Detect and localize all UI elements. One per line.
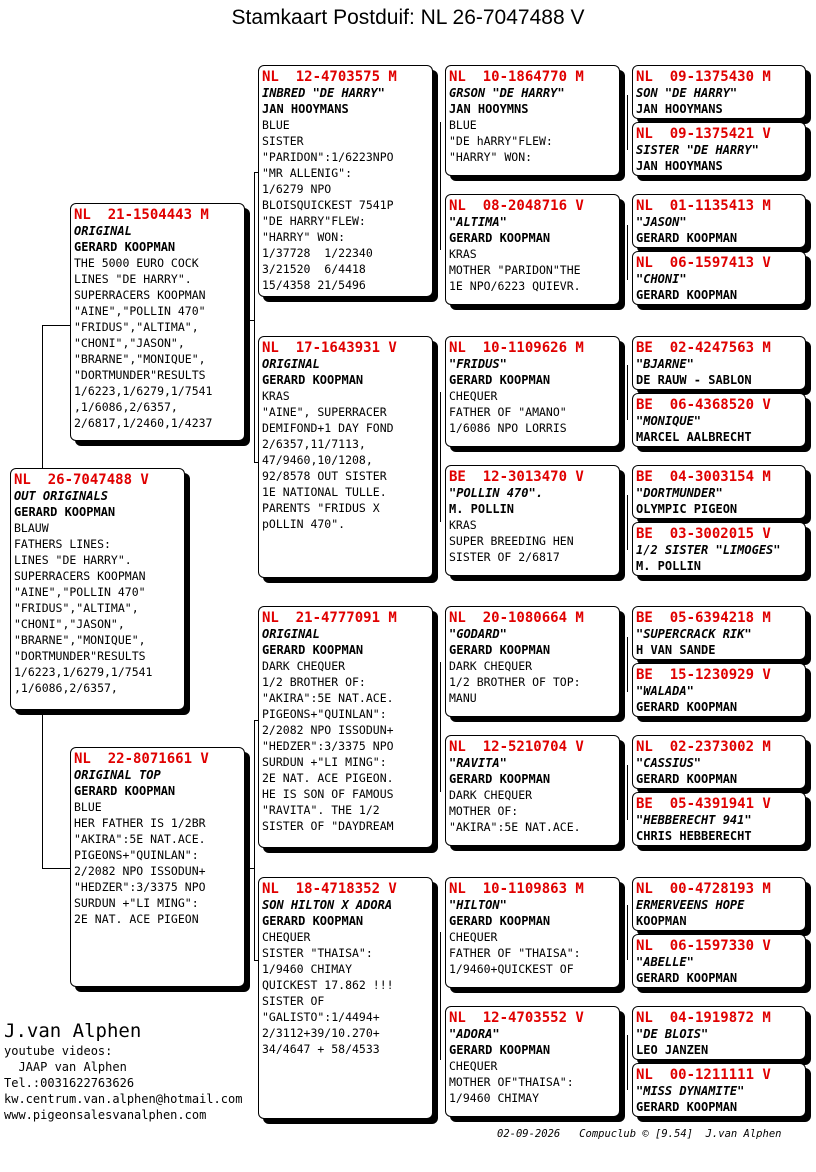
breeder-name: M. POLLIN [449, 502, 515, 516]
pigeon-color: DARK CHEQUER [262, 659, 346, 673]
ring-number: BE 12-3013470 V [449, 469, 584, 485]
pedigree-note: 2/3112+39/10.270+ [262, 1026, 380, 1040]
footer-text: 02-09-2026 Compuclub © [9.54] J.van Alphen [497, 1128, 782, 1140]
breeder-name: GERARD KOOPMAN [262, 643, 364, 657]
pedigree-note: "HEDZER":3/3375 NPO [74, 880, 206, 894]
pigeon-color: CHEQUER [262, 930, 311, 944]
breeder-name: KOOPMAN [636, 914, 687, 928]
ring-number: NL 20-1080664 M [449, 610, 584, 626]
pigeon-name: "ABELLE" [636, 955, 694, 969]
ring-number: NL 04-1919872 M [636, 1010, 771, 1026]
pigeon-card-father [70, 203, 245, 441]
breeder-name: JAN HOOYMANS [262, 102, 349, 116]
pigeon-name: ORIGINAL [74, 224, 132, 238]
ring-number: NL 01-1135413 M [636, 198, 771, 214]
breeder-name: GERARD KOOPMAN [74, 240, 176, 254]
pigeon-name: ORIGINAL TOP [74, 768, 161, 782]
contact-phone: Tel.:0031622763626 [4, 1076, 135, 1090]
breeder-name: MARCEL AALBRECHT [636, 430, 752, 444]
pedigree-note: "GALISTO":1/4494+ [262, 1010, 380, 1024]
connector-line [627, 95, 628, 150]
pigeon-name: "DORTMUNDER" [636, 486, 723, 500]
pedigree-note: MANU [449, 691, 477, 705]
connector-line [627, 225, 628, 280]
breeder-name: GERARD KOOPMAN [14, 505, 116, 519]
pigeon-name: "ALTIMA" [449, 215, 507, 229]
ring-number: BE 03-3002015 V [636, 526, 771, 542]
ring-number: NL 22-8071661 V [74, 751, 209, 767]
breeder-name: GERARD KOOPMAN [449, 772, 551, 786]
breeder-name: GERARD KOOPMAN [449, 643, 551, 657]
pigeon-card-mmf [445, 877, 620, 988]
pedigree-note: MOTHER "PARIDON"THE [449, 263, 581, 277]
ring-number: NL 06-1597413 V [636, 255, 771, 271]
pigeon-card-g8 [632, 522, 806, 576]
pigeon-card-g5 [632, 336, 806, 390]
pedigree-note: FATHER OF "AMANO" [449, 405, 567, 419]
pigeon-card-g9 [632, 606, 806, 660]
ring-number: NL 18-4718352 V [262, 881, 397, 897]
pedigree-note: "BRARNE","MONIQUE", [14, 633, 146, 647]
pedigree-note: HE IS SON OF FAMOUS [262, 787, 394, 801]
pedigree-note: SISTER [262, 134, 304, 148]
pedigree-note: "BRARNE","MONIQUE", [74, 352, 206, 366]
pigeon-name: ORIGINAL [262, 357, 320, 371]
ring-number: NL 00-4728193 M [636, 881, 771, 897]
connector-line [244, 868, 254, 869]
pigeon-name: SON "DE HARRY" [636, 86, 738, 100]
pigeon-name: "BJARNE" [636, 357, 694, 371]
ring-number: BE 05-6394218 M [636, 610, 771, 626]
pedigree-note: 1E NPO/6223 QUIEVR. [449, 279, 581, 293]
pedigree-note: "RAVITA". THE 1/2 [262, 803, 380, 817]
pigeon-color: DARK CHEQUER [449, 659, 533, 673]
pedigree-note: FATHER OF "THAISA": [449, 946, 581, 960]
pedigree-note: "CHONI","JASON", [74, 336, 185, 350]
ring-number: NL 09-1375421 V [636, 126, 771, 142]
pedigree-note: 1/2 BROTHER OF TOP: [449, 675, 581, 689]
pedigree-note: PIGEONS+"QUINLAN": [262, 707, 387, 721]
ring-number: BE 06-4368520 V [636, 397, 771, 413]
pedigree-note: 2/2082 NPO ISSODUN+ [262, 723, 394, 737]
pedigree-note: SURDUN +"LI MING": [74, 896, 199, 910]
ring-number: NL 12-5210704 V [449, 739, 584, 755]
pigeon-card-g4 [632, 251, 806, 305]
pigeon-color: BLUE [74, 800, 102, 814]
pigeon-name: "SUPERCRACK RIK" [636, 627, 752, 641]
pigeon-card-g14 [632, 934, 806, 988]
breeder-name: H VAN SANDE [636, 643, 716, 657]
pedigree-note: HER FATHER IS 1/2BR [74, 816, 206, 830]
pigeon-card-ff [258, 65, 433, 297]
pigeon-name: ERMERVEENS HOPE [636, 898, 745, 912]
breeder-name: GERARD KOOPMAN [74, 784, 176, 798]
pedigree-note: 47/9460,10/1208, [262, 453, 373, 467]
pigeon-name: "HILTON" [449, 898, 507, 912]
contact-line: JAAP van Alphen [4, 1060, 127, 1074]
pedigree-note: 1/2 BROTHER OF: [262, 675, 366, 689]
pigeon-color: BLUE [449, 118, 477, 132]
pigeon-name: "FRIDUS" [449, 357, 507, 371]
pigeon-name: "GODARD" [449, 627, 507, 641]
connector-line [254, 172, 255, 462]
pedigree-note: "CHONI","JASON", [14, 617, 125, 631]
breeder-name: GERARD KOOPMAN [262, 373, 364, 387]
contact-block [4, 1019, 242, 1123]
pigeon-card-g6 [632, 393, 806, 447]
pigeon-color: CHEQUER [449, 930, 498, 944]
pedigree-note: "HARRY" WON: [449, 150, 533, 164]
pedigree-note: 2/2082 NPO ISSODUN+ [74, 864, 206, 878]
breeder-name: M. POLLIN [636, 559, 702, 573]
connector-line [440, 662, 441, 792]
ring-number: NL 08-2048716 V [449, 198, 584, 214]
pigeon-card-mother [70, 747, 245, 987]
ring-number: BE 02-4247563 M [636, 340, 771, 356]
pigeon-color: KRAS [262, 389, 290, 403]
breeder-name: GERARD KOOPMAN [636, 288, 738, 302]
breeder-name: GERARD KOOPMAN [449, 1043, 551, 1057]
pigeon-name: "DE BLOIS" [636, 1027, 709, 1041]
pigeon-color: THE 5000 EURO COCK [74, 256, 199, 270]
breeder-name: GERARD KOOPMAN [449, 231, 551, 245]
pigeon-name: "MONIQUE" [636, 414, 702, 428]
pigeon-card-mmm [445, 1006, 620, 1117]
pigeon-card-fff [445, 65, 620, 176]
breeder-name: OLYMPIC PIGEON [636, 502, 738, 516]
ring-number: BE 05-4391941 V [636, 796, 771, 812]
pigeon-card-g10 [632, 663, 806, 717]
contact-name: J.van Alphen [4, 1020, 142, 1042]
pigeon-card-fmm [445, 465, 620, 576]
connector-line [42, 710, 43, 868]
breeder-name: GERARD KOOPMAN [636, 1100, 738, 1114]
connector-line [440, 392, 441, 522]
pedigree-note: "FRIDUS","ALTIMA", [14, 601, 139, 615]
pedigree-note: FATHERS LINES: [14, 537, 111, 551]
connector-line [42, 325, 70, 326]
connector-line [627, 905, 628, 960]
contact-website: www.pigeonsalesvanalphen.com [4, 1108, 207, 1122]
pedigree-note: LINES "DE HARRY". [74, 272, 192, 286]
breeder-name: GERARD KOOPMAN [636, 772, 738, 786]
pedigree-note: "AINE","POLLIN 470" [14, 585, 146, 599]
connector-line [42, 868, 70, 869]
pedigree-note: MOTHER OF"THAISA": [449, 1075, 574, 1089]
pedigree-note: 1/9460 CHIMAY [449, 1091, 540, 1105]
pedigree-note: "AINE", SUPERRACER [262, 405, 387, 419]
pigeon-name: "MISS DYNAMITE" [636, 1084, 745, 1098]
pigeon-name: OUT ORIGINALS [14, 489, 108, 503]
pedigree-note: ,1/6086,2/6357, [14, 681, 118, 695]
pedigree-note: "AKIRA":5E NAT.ACE. [262, 691, 394, 705]
pigeon-name: ORIGINAL [262, 627, 320, 641]
ring-number: NL 12-4703552 V [449, 1010, 584, 1026]
pigeon-color: CHEQUER [449, 389, 498, 403]
pedigree-note: "DORTMUNDER"RESULTS [14, 649, 146, 663]
pigeon-card-g1 [632, 65, 806, 119]
pedigree-note: SISTER OF 2/6817 [449, 550, 560, 564]
pedigree-note: 1/37728 1/22340 [262, 246, 373, 260]
ring-number: NL 02-2373002 M [636, 739, 771, 755]
connector-line [440, 932, 441, 1060]
pigeon-name: "POLLIN 470". [449, 486, 543, 500]
pedigree-note: 2E NAT. ACE PIGEON. [262, 771, 394, 785]
pigeon-card-g13 [632, 877, 806, 931]
pedigree-note: 1E NATIONAL TULLE. [262, 485, 387, 499]
pedigree-note: pOLLIN 470". [262, 517, 346, 531]
pedigree-note: SUPERRACERS KOOPMAN [14, 569, 146, 583]
pedigree-note: "HEDZER":3/3375 NPO [262, 739, 394, 753]
ring-number: NL 10-1109626 M [449, 340, 584, 356]
ring-number: NL 21-4777091 M [262, 610, 397, 626]
pigeon-name: "RAVITA" [449, 756, 507, 770]
pigeon-card-g7 [632, 465, 806, 519]
pigeon-card-g3 [632, 194, 806, 248]
pedigree-note: LINES "DE HARRY". [14, 553, 132, 567]
pedigree-note: "HARRY" WON: [262, 230, 346, 244]
pedigree-note: PIGEONS+"QUINLAN": [74, 848, 199, 862]
pigeon-card-g11 [632, 735, 806, 789]
pedigree-note: "DE hARRY"FLEW: [449, 134, 553, 148]
pedigree-note: ,1/6086,2/6357, [74, 400, 178, 414]
pigeon-name: 1/2 SISTER "LIMOGES" [636, 543, 781, 557]
breeder-name: GERARD KOOPMAN [262, 914, 364, 928]
pedigree-note: 34/4647 + 58/4533 [262, 1042, 380, 1056]
pigeon-color: BLUE [262, 118, 290, 132]
pedigree-note: 2E NAT. ACE PIGEON [74, 912, 199, 926]
pedigree-note: MOTHER OF: [449, 804, 519, 818]
ring-number: NL 21-1504443 M [74, 207, 209, 223]
ring-number: NL 26-7047488 V [14, 472, 149, 488]
ring-number: NL 06-1597330 V [636, 938, 771, 954]
ring-number: NL 00-1211111 V [636, 1067, 771, 1083]
pedigree-note: 1/6223,1/6279,1/7541 [14, 665, 153, 679]
connector-line [627, 637, 628, 692]
contact-email: kw.centrum.van.alphen@hotmail.com [4, 1092, 243, 1106]
pedigree-note: SISTER OF "DAYDREAM [262, 819, 394, 833]
pedigree-note: 2/6357,11/7113, [262, 437, 366, 451]
pedigree-note: 1/6223,1/6279,1/7541 [74, 384, 213, 398]
connector-line [627, 765, 628, 820]
pedigree-note: BLOISQUICKEST 7541P [262, 198, 394, 212]
pedigree-note: PARENTS "FRIDUS X [262, 501, 380, 515]
connector-line [42, 325, 43, 470]
pedigree-note: 92/8578 OUT SISTER [262, 469, 387, 483]
breeder-name: LEO JANZEN [636, 1043, 709, 1057]
ring-number: BE 04-3003154 M [636, 469, 771, 485]
pigeon-name: SON HILTON X ADORA [262, 898, 393, 912]
pigeon-card-g16 [632, 1063, 806, 1117]
connector-line [254, 720, 255, 960]
pigeon-name: "CASSIUS" [636, 756, 702, 770]
pigeon-name: "ADORA" [449, 1027, 500, 1041]
breeder-name: GERARD KOOPMAN [449, 914, 551, 928]
breeder-name: CHRIS HEBBERECHT [636, 829, 752, 843]
pedigree-note: SURDUN +"LI MING": [262, 755, 387, 769]
pigeon-name: "CHONI" [636, 272, 687, 286]
pedigree-note: SUPERRACERS KOOPMAN [74, 288, 206, 302]
pedigree-note: "MR ALLENIG": [262, 166, 353, 180]
pigeon-name: INBRED "DE HARRY" [262, 86, 385, 100]
ring-number: NL 10-1864770 M [449, 69, 584, 85]
pedigree-note: 1/6086 NPO LORRIS [449, 421, 567, 435]
pigeon-card-fm [258, 336, 433, 578]
pigeon-color: KRAS [449, 247, 477, 261]
pedigree-note: SUPER BREEDING HEN [449, 534, 574, 548]
ring-number: NL 10-1109863 M [449, 881, 584, 897]
pedigree-note: 1/9460 CHIMAY [262, 962, 353, 976]
pedigree-note: "PARIDON":1/6223NPO [262, 150, 394, 164]
pigeon-card-ffm [445, 194, 620, 305]
pedigree-note: QUICKEST 17.862 !!! [262, 978, 394, 992]
contact-line: youtube videos: [4, 1044, 113, 1058]
pedigree-note: 2/6817,1/2460,1/4237 [74, 416, 213, 430]
connector-line [440, 122, 441, 250]
connector-line [244, 320, 254, 321]
pedigree-note: "AINE","POLLIN 470" [74, 304, 206, 318]
connector-line [627, 495, 628, 550]
pigeon-name: "HEBBERECHT 941" [636, 813, 752, 827]
pedigree-note: "DE HARRY"FLEW: [262, 214, 366, 228]
connector-line [627, 365, 628, 420]
pigeon-color: CHEQUER [449, 1059, 498, 1073]
pigeon-card-g2 [632, 122, 806, 176]
pedigree-note: 1/9460+QUICKEST OF [449, 962, 574, 976]
connector-line [627, 1035, 628, 1090]
pigeon-name: GRSON "DE HARRY" [449, 86, 565, 100]
pigeon-card-mf [258, 606, 433, 848]
pigeon-card-fmf [445, 336, 620, 447]
pigeon-card-mm [258, 877, 433, 1119]
breeder-name: JAN HOOYMANS [636, 102, 723, 116]
breeder-name: GERARD KOOPMAN [449, 373, 551, 387]
breeder-name: JAN HOOYMANS [636, 159, 723, 173]
page-title: Stamkaart Postduif: NL 26-7047488 V [231, 6, 585, 29]
pigeon-name: "JASON" [636, 215, 687, 229]
pedigree-note: "AKIRA":5E NAT.ACE. [74, 832, 206, 846]
pedigree-note: "AKIRA":5E NAT.ACE. [449, 820, 581, 834]
ring-number: BE 15-1230929 V [636, 667, 771, 683]
breeder-name: GERARD KOOPMAN [636, 231, 738, 245]
pigeon-card-mff [445, 606, 620, 717]
ring-number: NL 17-1643931 V [262, 340, 397, 356]
pedigree-note: 15/4358 21/5496 [262, 278, 366, 292]
pigeon-color: BLAUW [14, 521, 49, 535]
ring-number: NL 12-4703575 M [262, 69, 397, 85]
ring-number: NL 09-1375430 M [636, 69, 771, 85]
pedigree-note: DEMIFOND+1 DAY FOND [262, 421, 394, 435]
breeder-name: GERARD KOOPMAN [636, 971, 738, 985]
breeder-name: JAN HOOYMNS [449, 102, 529, 116]
pigeon-color: DARK CHEQUER [449, 788, 533, 802]
pedigree-note: "FRIDUS","ALTIMA", [74, 320, 199, 334]
pigeon-card-mfm [445, 735, 620, 846]
pigeon-color: KRAS [449, 518, 477, 532]
pigeon-card-main [10, 468, 185, 710]
pedigree-note: SISTER "THAISA": [262, 946, 373, 960]
breeder-name: DE RAUW - SABLON [636, 373, 752, 387]
breeder-name: GERARD KOOPMAN [636, 700, 738, 714]
pedigree-note: "DORTMUNDER"RESULTS [74, 368, 206, 382]
pigeon-name: "WALADA" [636, 684, 694, 698]
pigeon-name: SISTER "DE HARRY" [636, 143, 759, 157]
pigeon-card-g12 [632, 792, 806, 846]
pedigree-note: SISTER OF [262, 994, 325, 1008]
pedigree-note: 1/6279 NPO [262, 182, 332, 196]
pigeon-card-g15 [632, 1006, 806, 1060]
pedigree-note: 3/21520 6/4418 [262, 262, 366, 276]
